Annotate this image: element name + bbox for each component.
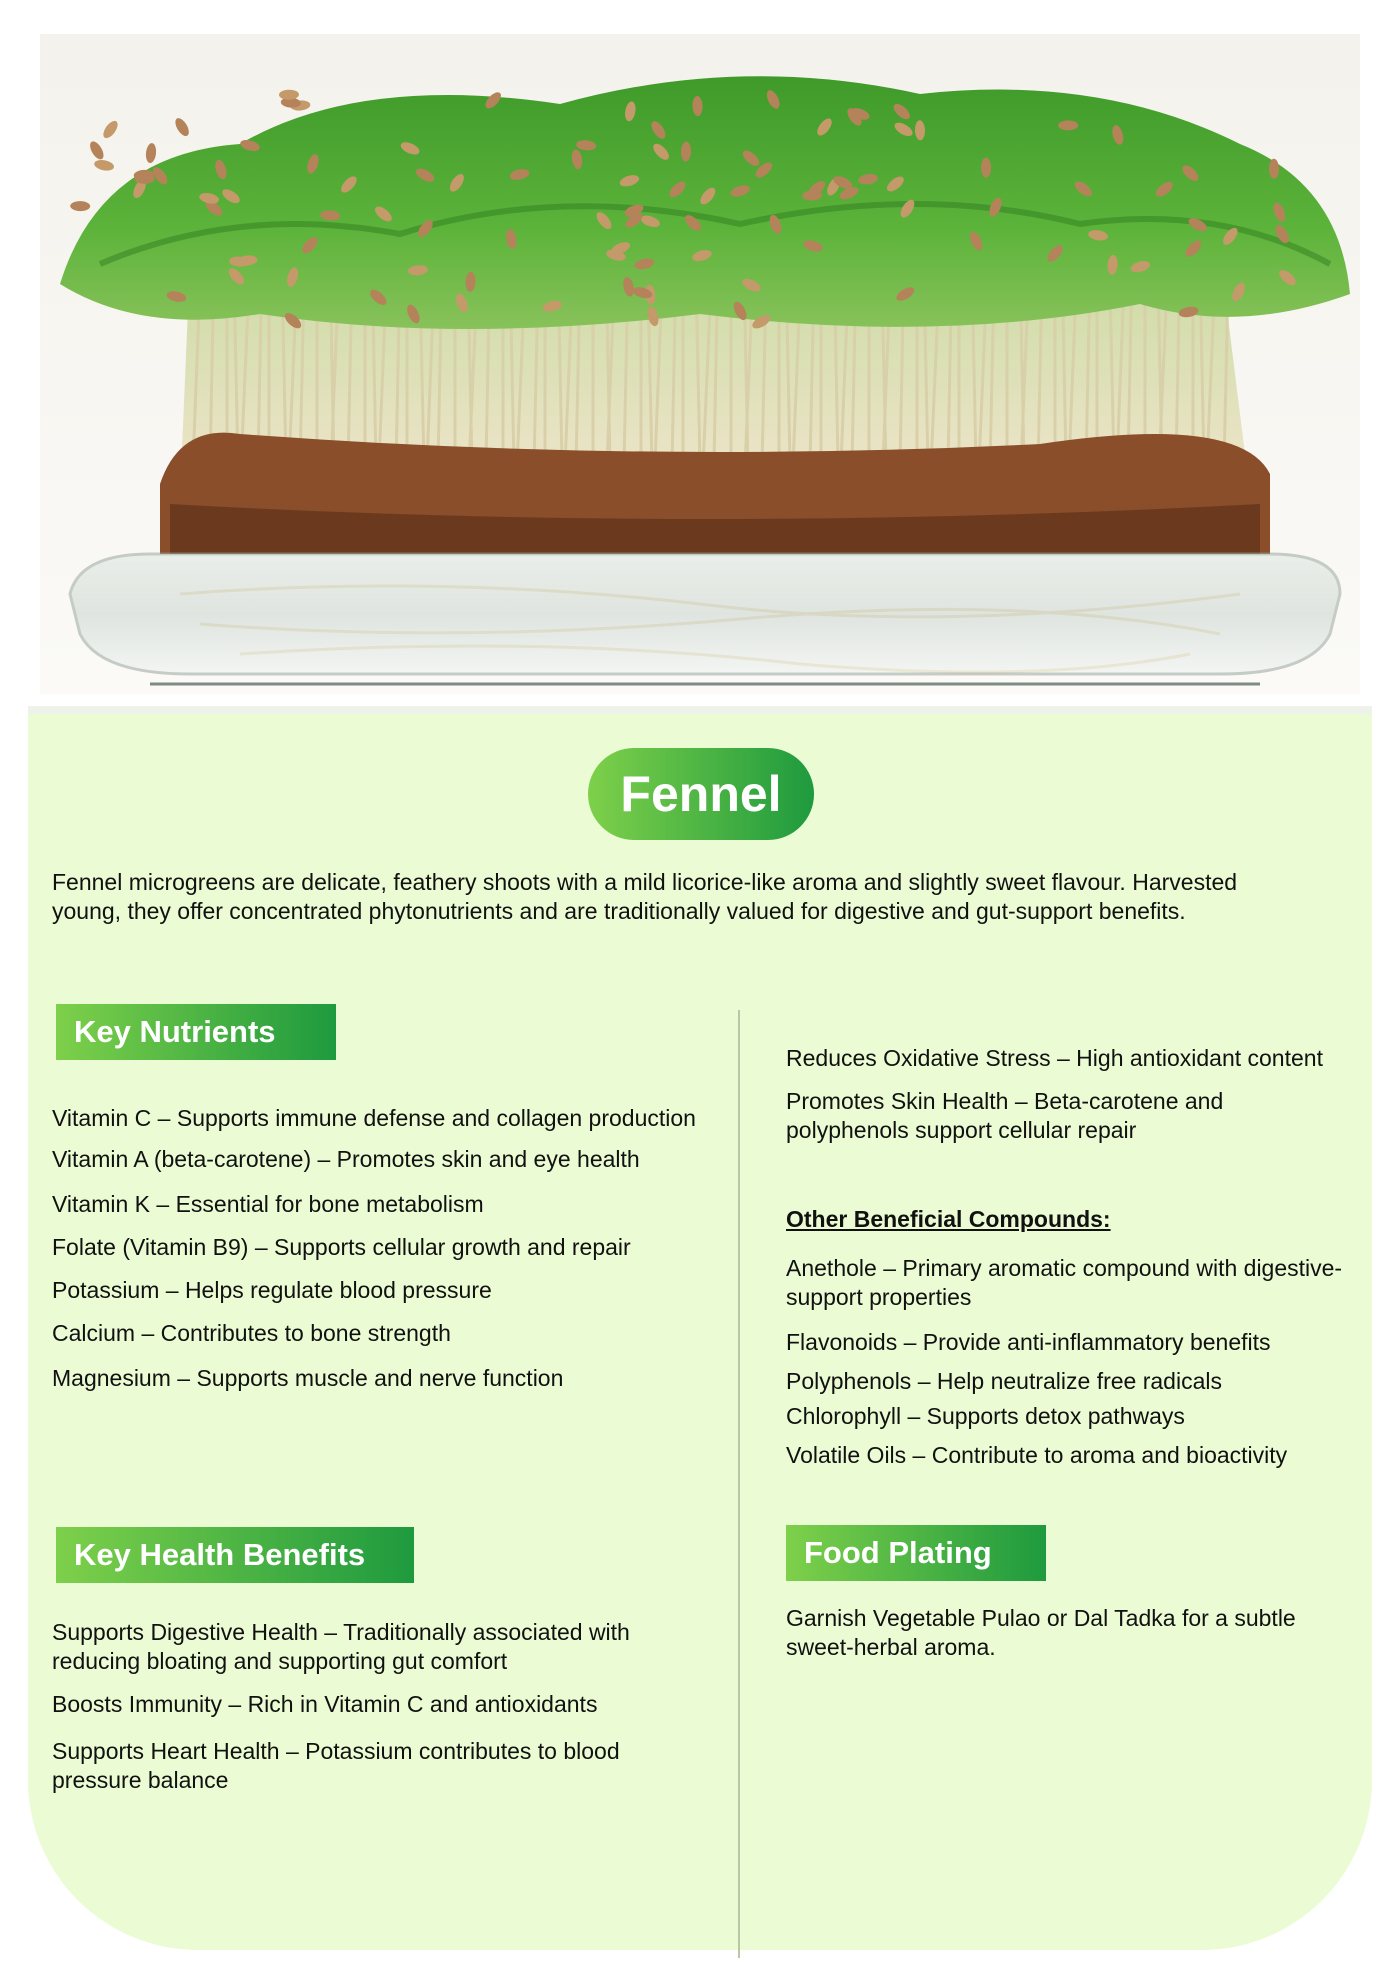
list-item: Potassium – Helps regulate blood pressure [52,1277,492,1303]
compounds-list [786,1254,1356,1470]
list-item: Vitamin K – Essential for bone metabolism [52,1191,484,1217]
list-item: Volatile Oils – Contribute to aroma and bioactivity [786,1442,1288,1468]
key-health-benefits-heading: Key Health Benefits [56,1527,414,1583]
list-item: Boosts Immunity – Rich in Vitamin C and antioxidants [52,1691,598,1717]
list-item: Magnesium – Supports muscle and nerve function [52,1365,564,1391]
info-card [28,706,1372,1950]
key-nutrients-list [52,1104,712,1393]
list-item: Supports Heart Health – Potassium contributes to blood pressure balance [52,1738,620,1793]
list-item: Vitamin C – Supports immune defense and collagen production [52,1105,696,1131]
fennel-microgreens-photo [40,34,1360,694]
list-item: Promotes Skin Health – Beta-carotene and polyphenols support cellular repair [786,1088,1224,1143]
microgreens-illustration [40,34,1360,694]
list-item: Flavonoids – Provide anti-inflammatory benefits [786,1329,1271,1355]
seed-pod [1058,120,1078,130]
list-item: Polyphenols – Help neutralize free radicals [786,1368,1222,1394]
health-benefits-list [52,1618,712,1795]
column-divider [738,1010,740,1958]
list-item: Calcium – Contributes to bone strength [52,1320,451,1346]
key-nutrients-heading: Key Nutrients [56,1004,336,1060]
food-plating-text: Garnish Vegetable Pulao or Dal Tadka for a subtle sweet-herbal aroma. [786,1605,1296,1660]
compounds-heading: Other Beneficial Compounds: [786,1206,1111,1232]
food-plating-heading: Food Plating [786,1525,1046,1581]
health-benefits-continued-list [786,1044,1326,1145]
list-item: Folate (Vitamin B9) – Supports cellular growth and repair [52,1234,631,1260]
page-title: Fennel [588,748,814,840]
list-item: Supports Digestive Health – Traditionally associated with reducing bloating and supporting gut comfort [52,1619,630,1674]
list-item: Anethole – Primary aromatic compound with digestive-support properties [786,1255,1343,1310]
intro-paragraph: Fennel microgreens are delicate, feathery shoots with a mild licorice-like aroma and slightly sweet flavour. Harvested young, they offer concentrated phytonutrients and are traditionally valued for digestive and gut-support benefits. [52,869,1238,924]
list-item: Vitamin A (beta-carotene) – Promotes skin and eye health [52,1146,640,1172]
list-item: Reduces Oxidative Stress – High antioxidant content [786,1045,1323,1071]
list-item: Chlorophyll – Supports detox pathways [786,1403,1185,1429]
